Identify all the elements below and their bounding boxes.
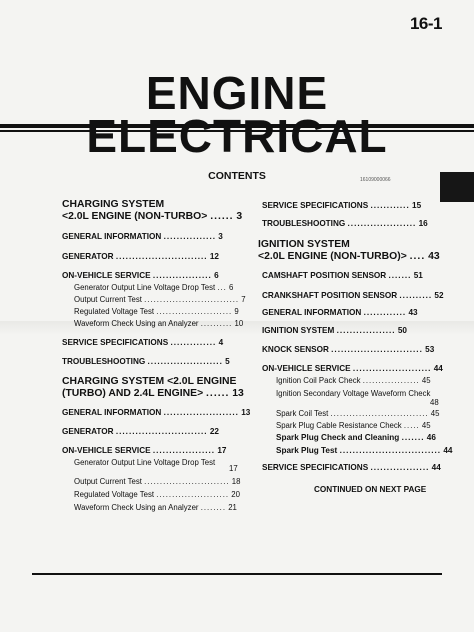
page-number: 16-1: [409, 14, 442, 33]
toc-entry[interactable]: SERVICE SPECIFICATIONS .................. 44: [262, 463, 441, 472]
toc-subentry[interactable]: Regulated Voltage Test ........................ 9: [74, 307, 239, 316]
page-title-line1: ENGINE: [145, 67, 329, 119]
toc-subentry[interactable]: Ignition Coil Pack Check .................. 45: [276, 376, 431, 385]
section-tab-marker: [440, 172, 474, 202]
toc-subentry[interactable]: Waveform Check Using an Analyzer ........ 21: [74, 503, 237, 512]
toc-subentry[interactable]: Spark Plug Check and Cleaning ....... 46: [276, 433, 436, 442]
toc-entry[interactable]: ON-VEHICLE SERVICE ................... 17: [62, 446, 227, 455]
toc-entry[interactable]: TROUBLESHOOTING ..................... 16: [262, 219, 428, 228]
toc-entry[interactable]: KNOCK SENSOR ............................ 53: [262, 345, 435, 354]
contents-heading: CONTENTS: [208, 170, 266, 182]
toc-entry[interactable]: SERVICE SPECIFICATIONS ............ 15: [262, 201, 422, 210]
toc-subentry[interactable]: Regulated Voltage Test ....................... 20: [74, 490, 240, 499]
toc-entry[interactable]: IGNITION SYSTEM .................. 50: [262, 326, 407, 335]
toc-entry[interactable]: ON-VEHICLE SERVICE .................. 6: [62, 271, 219, 280]
continued-note: CONTINUED ON NEXT PAGE: [314, 485, 427, 494]
toc-subentry-page: 17: [229, 464, 238, 473]
toc-subentry[interactable]: Spark Coil Test ............................... 45: [276, 409, 440, 418]
toc-entry[interactable]: CHARGING SYSTEM: [62, 199, 165, 210]
toc-subentry[interactable]: Spark Plug Test ............................... 44: [276, 446, 453, 455]
toc-subentry[interactable]: Generator Output Line Voltage Drop Test: [74, 458, 216, 467]
toc-entry[interactable]: GENERAL INFORMATION ............. 43: [262, 308, 418, 317]
bottom-rule: [32, 573, 442, 575]
toc-entry[interactable]: TROUBLESHOOTING ....................... 5: [62, 357, 230, 366]
toc-subentry[interactable]: Spark Plug Cable Resistance Check ..... 45: [276, 421, 431, 430]
toc-entry[interactable]: CAMSHAFT POSITION SENSOR ....... 51: [262, 271, 423, 280]
toc-entry[interactable]: GENERATOR ............................ 22: [62, 427, 219, 436]
page-title-line2: ELECTRICAL: [86, 110, 388, 162]
toc-entry[interactable]: GENERATOR ............................ 12: [62, 252, 219, 261]
toc-entry[interactable]: ON-VEHICLE SERVICE ........................ 44: [262, 364, 443, 373]
toc-subentry[interactable]: Waveform Check Using an Analyzer .......... 10: [74, 319, 244, 328]
toc-subentry-page: 48: [430, 398, 439, 407]
toc-entry[interactable]: <2.0L ENGINE (NON-TURBO)> .... 43: [258, 251, 440, 262]
toc-subentry[interactable]: Ignition Secondary Voltage Waveform Check: [276, 389, 431, 398]
toc-entry[interactable]: GENERAL INFORMATION ................ 3: [62, 232, 223, 241]
toc-subentry[interactable]: Output Current Test .............................. 7: [74, 295, 246, 304]
toc-entry[interactable]: GENERAL INFORMATION ....................... 13: [62, 408, 251, 417]
document-code: 16109000066: [360, 177, 391, 183]
toc-subentry[interactable]: Output Current Test ........................... 18: [74, 477, 241, 486]
toc-entry[interactable]: SERVICE SPECIFICATIONS .............. 4: [62, 338, 224, 347]
toc-entry[interactable]: CRANKSHAFT POSITION SENSOR .......... 52: [262, 291, 444, 300]
toc-entry[interactable]: IGNITION SYSTEM: [258, 239, 350, 250]
toc-subentry[interactable]: Generator Output Line Voltage Drop Test ... 6: [74, 283, 234, 292]
toc-entry[interactable]: <2.0L ENGINE (NON-TURBO> ...... 3: [62, 211, 243, 222]
toc-entry[interactable]: CHARGING SYSTEM <2.0L ENGINE: [62, 376, 237, 387]
toc-entry[interactable]: (TURBO) AND 2.4L ENGINE> ...... 13: [62, 388, 244, 399]
